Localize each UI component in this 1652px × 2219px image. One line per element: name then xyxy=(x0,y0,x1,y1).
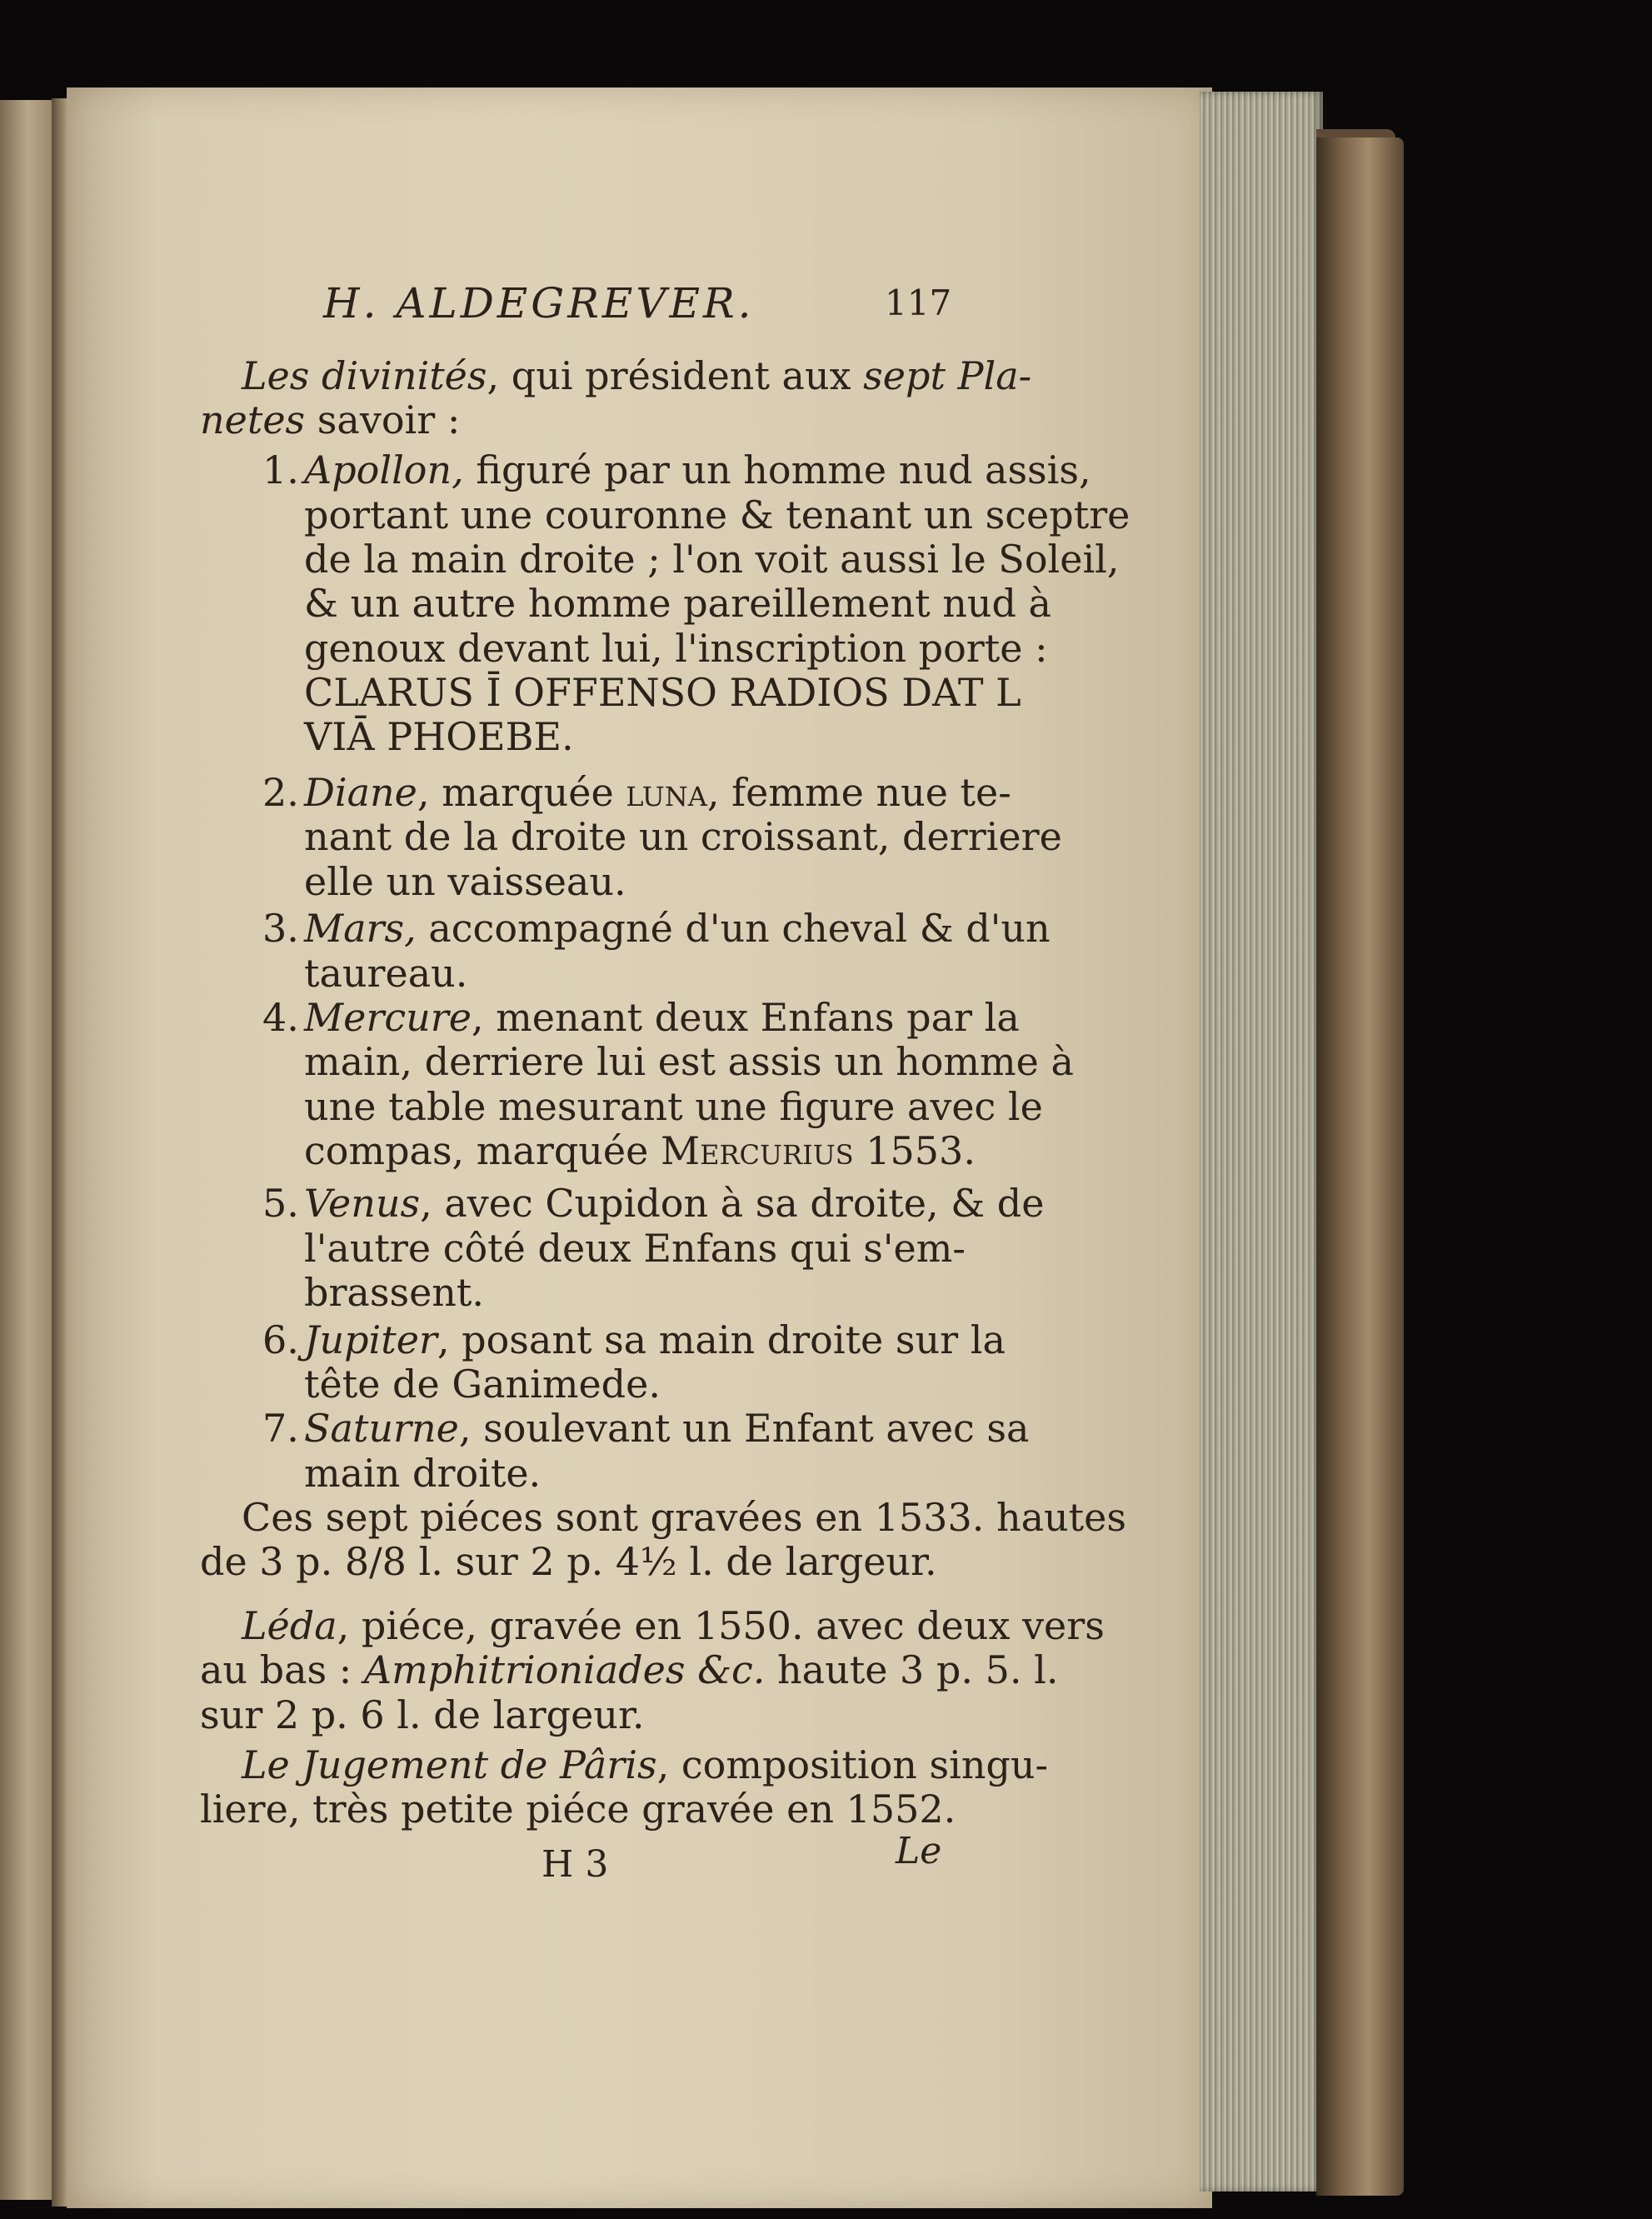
intro-line-2: netes savoir : xyxy=(200,397,461,442)
item-2-line-1: Diane, marquée luna, femme nue te- xyxy=(304,770,1011,815)
item-4-line-1: Mercure, menant deux Enfans par la xyxy=(304,995,1020,1040)
item-4-line-4: compas, marquée Mercurius 1553. xyxy=(304,1128,976,1173)
summary-line-1: Ces sept piéces sont gravées en 1533. hautes xyxy=(242,1495,1126,1540)
item-1-line-1: Apollon, figuré par un homme nud assis, xyxy=(304,447,1091,492)
paris-line-1: Le Jugement de Pâris, composition singu- xyxy=(242,1742,1049,1787)
item-3-line-1: Mars, accompagné d'un cheval & d'un xyxy=(304,906,1051,951)
item-3-number: 3. xyxy=(262,906,299,951)
item-1-number: 1. xyxy=(262,447,299,492)
item-5-number: 5. xyxy=(262,1181,299,1226)
item-5-line-1: Venus, avec Cupidon à sa droite, & de xyxy=(304,1181,1045,1226)
catchword: Le xyxy=(896,1830,942,1872)
item-1-line-4: & un autre homme pareillement nud à xyxy=(304,581,1051,626)
item-7-line-2: main droite. xyxy=(304,1451,542,1496)
leda-line-1: Léda, piéce, gravée en 1550. avec deux vers xyxy=(242,1603,1105,1648)
item-1-line-7: VIĀ PHOEBE. xyxy=(304,714,574,759)
leda-line-3: sur 2 p. 6 l. de largeur. xyxy=(200,1692,645,1737)
item-6-number: 6. xyxy=(262,1317,299,1362)
leda-line-2: au bas : Amphitrioniades &c. haute 3 p. 5. l. xyxy=(200,1647,1059,1692)
intro-line-1: Les divinités, qui président aux sept Pla- xyxy=(242,353,1032,398)
item-1-line-2: portant une couronne & tenant un sceptre xyxy=(304,492,1130,537)
item-3-line-2: taureau. xyxy=(304,951,468,996)
summary-line-2: de 3 p. 8/8 l. sur 2 p. 4½ l. de largeur. xyxy=(200,1539,937,1584)
item-6-line-1: Jupiter, posant sa main droite sur la xyxy=(304,1317,1006,1362)
item-2-line-2: nant de la droite un croissant, derriere xyxy=(304,814,1062,859)
paris-line-2: liere, très petite piéce gravée en 1552. xyxy=(200,1787,956,1832)
item-7-number: 7. xyxy=(262,1406,299,1451)
book-cover xyxy=(1316,137,1404,2196)
item-1-line-6: CLARUS Ī OFFENSO RADIOS DAT L xyxy=(304,670,1021,715)
item-4-number: 4. xyxy=(262,995,299,1040)
item-4-line-3: une table mesurant une figure avec le xyxy=(304,1084,1043,1129)
page-number: 117 xyxy=(885,282,952,323)
item-2-number: 2. xyxy=(262,770,299,815)
running-head: H. ALDEGREVER. xyxy=(323,279,755,327)
page-edges xyxy=(1200,92,1323,2192)
item-6-line-2: tête de Ganimede. xyxy=(304,1362,661,1407)
item-5-line-3: brassent. xyxy=(304,1270,485,1315)
item-4-line-2: main, derriere lui est assis un homme à xyxy=(304,1039,1074,1084)
item-7-line-1: Saturne, soulevant un Enfant avec sa xyxy=(304,1406,1030,1451)
item-1-line-5: genoux devant lui, l'inscription porte : xyxy=(304,626,1048,671)
item-5-line-2: l'autre côté deux Enfans qui s'em- xyxy=(304,1226,966,1271)
signature-mark: H 3 xyxy=(542,1843,609,1886)
item-1-line-3: de la main droite ; l'on voit aussi le Soleil, xyxy=(304,537,1120,582)
item-2-line-3: elle un vaisseau. xyxy=(304,859,626,904)
